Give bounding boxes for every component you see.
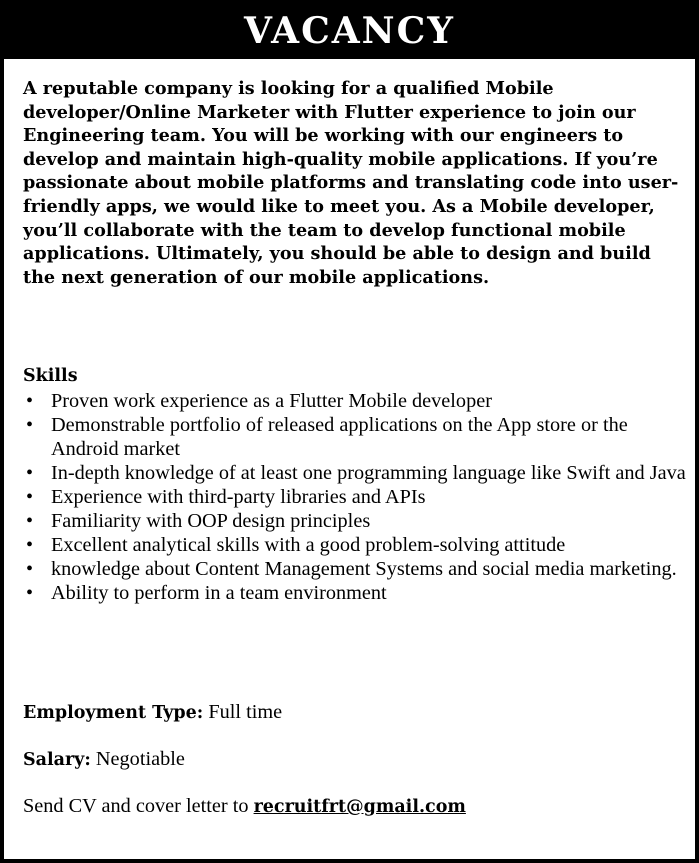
bullet-icon: •: [26, 510, 34, 532]
list-item: • knowledge about Content Management Systems and social media marketing.: [26, 558, 677, 580]
contact-text: Send CV and cover letter to: [23, 795, 249, 817]
list-item: • Proven work experience as a Flutter Mobile developer: [26, 390, 492, 412]
bullet-icon: •: [26, 582, 34, 604]
employment-type-value: Full time: [208, 701, 283, 723]
list-item: • Excellent analytical skills with a good problem-solving attitude: [26, 534, 566, 556]
intro-paragraph: A reputable company is looking for a qualified Mobile developer/Online Marketer with Flutter experience to join our Engineering team. You will be working with our engineers to develop and maintain high-quality mobile applications. If you’re passionate about mobile platforms and translating code into user-friendly apps, we would like to meet you. As a Mobile developer, you’ll collaborate with the team to develop functional mobile applications. Ultimately, you should be able to design and build the next generation of our mobile applications.: [23, 78, 679, 288]
page-title: VACANCY: [4, 4, 695, 59]
bullet-icon: •: [26, 414, 34, 436]
bullet-icon: •: [26, 486, 34, 508]
list-item: • Ability to perform in a team environment: [26, 582, 387, 604]
bullet-icon: •: [26, 534, 34, 556]
list-item: • Demonstrable portfolio of released applications on the App store or the Android market: [26, 414, 628, 460]
employment-type: [23, 701, 282, 724]
employment-type-label: Employment Type:: [23, 703, 204, 723]
bullet-icon: •: [26, 390, 34, 412]
list-item: • Experience with third-party libraries and APIs: [26, 486, 426, 508]
salary-label: Salary:: [23, 750, 91, 770]
skills-list: [23, 389, 691, 605]
salary: [23, 748, 185, 771]
salary-value: Negotiable: [95, 748, 185, 770]
contact-line: [23, 795, 466, 818]
list-item: • Familiarity with OOP design principles: [26, 510, 371, 532]
bullet-icon: •: [26, 462, 34, 484]
skills-heading: Skills: [23, 366, 78, 386]
email-link[interactable]: recruitfrt@gmail.com: [253, 797, 466, 817]
bullet-icon: •: [26, 558, 34, 580]
list-item: • In-depth knowledge of at least one programming language like Swift and Java: [26, 462, 686, 484]
